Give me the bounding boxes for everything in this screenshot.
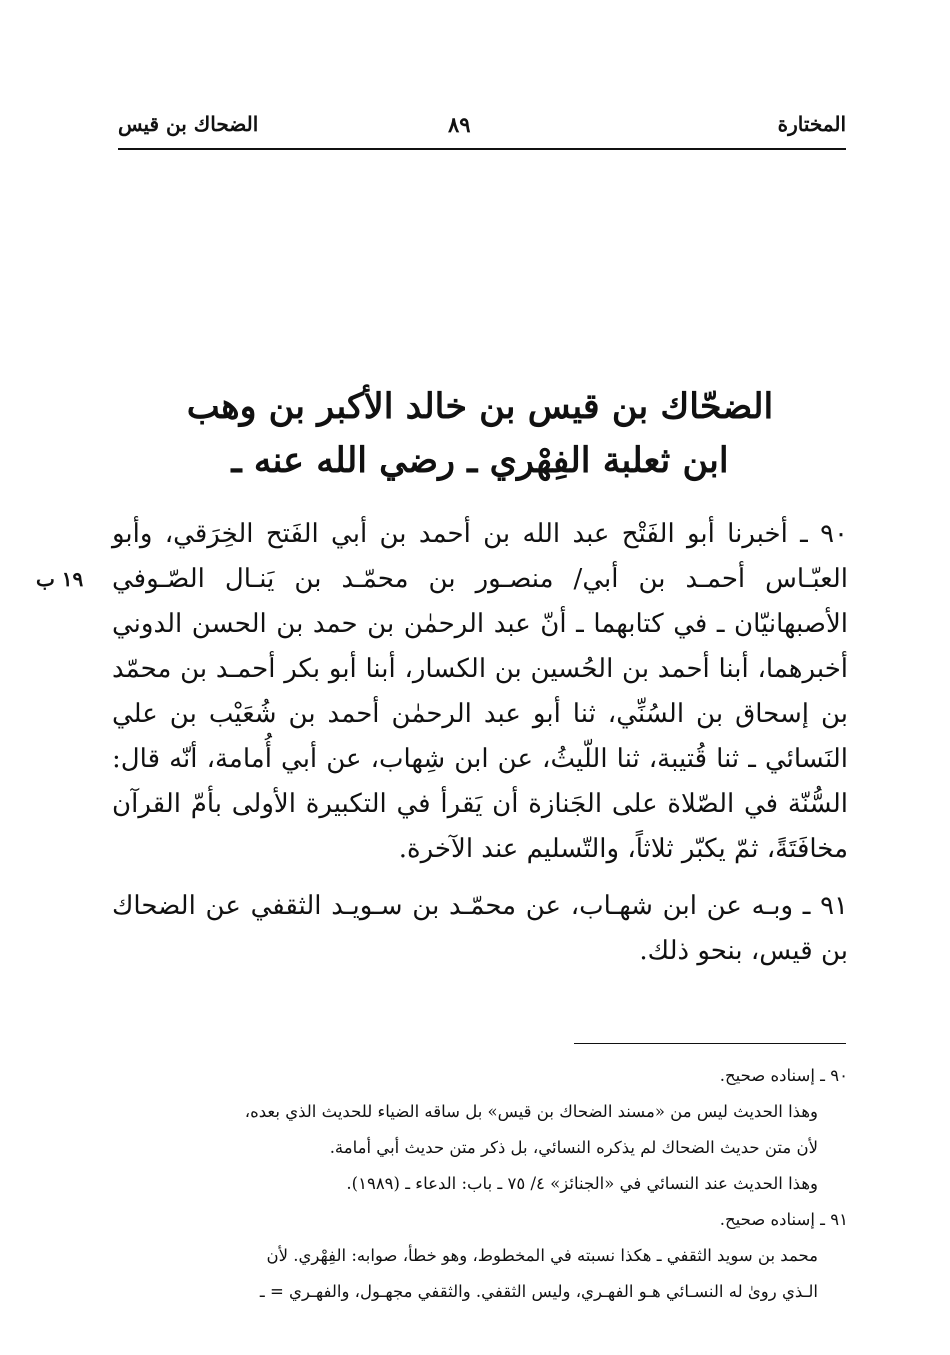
section-title-line-1: الضحّاك بن قيس بن خالد الأكبر بن وهب	[186, 386, 774, 427]
book-title: المختارة	[777, 112, 846, 136]
header-rule	[118, 148, 846, 150]
footnotes	[76, 1058, 848, 1310]
hadith-91-paragraph: ٩١ ـ وبـه عن ابن شهـاب، عن محمّـد بن سـويـد الثقفي عن الضحاك بن قيس، بنحو ذلك.	[112, 891, 848, 966]
footnote-separator	[574, 1043, 846, 1044]
main-text	[112, 512, 848, 974]
hadith-90-paragraph: ٩٠ ـ أخبرنا أبو الفَتْح عبد الله بن أحمد بن أبي الفَتح الخِرَقي، وأبو العبّـاس أحمـد بن أبي/ منصـور بن محمّـد بن يَنـال الصّـوفي الأصبهانيّان ـ في كتابهما ـ أنّ عبد الرحمٰن بن حمد بن الحسن الدوني أخبرهما، أبنا أحمد بن الحُسين بن الكسار، أبنا أبو بكر أحمـد بن محمّد بن إسحاق بن السُنِّي، ثنا أبو عبد الرحمٰن أحمد بن شُعَيْب بن علي النَسائي ـ ثنا قُتيبة، ثنا اللّيثُ، عن ابن شِهاب، عن أبي أُمامة، أنّه قال: السُّنّة في الصّلاة على الجَنازة أن يَقرأ في التكبيرة الأولى بأمّ القرآن مخافَتَةً، ثمّ يكبّر ثلاثاً، والتّسليم عند الآخرة.	[112, 519, 848, 864]
footnote-91-heading: ٩١ ـ إسناده صحيح.	[719, 1210, 848, 1229]
footnote-91-line: الـذي روىٰ له النسـائي هـو الفهـري، وليس الثقفي. والثقفي مجهـول، والفهـري = ـ	[259, 1282, 818, 1301]
footnote-91-line: محمد بن سويد الثقفي ـ هكذا نسبته في المخطوط، وهو خطأ، صوابه: الفِهْري. لأن	[266, 1246, 818, 1265]
footnote-90-line: وهذا الحديث عند النسائي في «الجنائز» ٤/ ٧٥ ـ باب: الدعاء ـ (١٩٨٩).	[346, 1174, 818, 1193]
section-title-line-2: ابن ثعلبة الفِهْري ـ رضي الله عنه ـ	[231, 440, 729, 481]
chapter-name: الضحاك بن قيس	[118, 112, 259, 136]
footnote-90-line: وهذا الحديث ليس من «مسند الضحاك بن قيس» بل ساقه الضياء للحديث الذي بعده،	[244, 1102, 818, 1121]
manuscript-folio-reference: ١٩ ب	[36, 567, 84, 591]
section-title	[110, 380, 850, 488]
footnote-90-heading: ٩٠ ـ إسناده صحيح.	[719, 1066, 848, 1085]
page-number: ٨٩	[448, 112, 471, 137]
running-header	[118, 112, 846, 146]
footnote-90-line: لأن متن حديث الضحاك لم يذكره النسائي، بل ذكر متن حديث أبي أمامة.	[329, 1138, 818, 1157]
